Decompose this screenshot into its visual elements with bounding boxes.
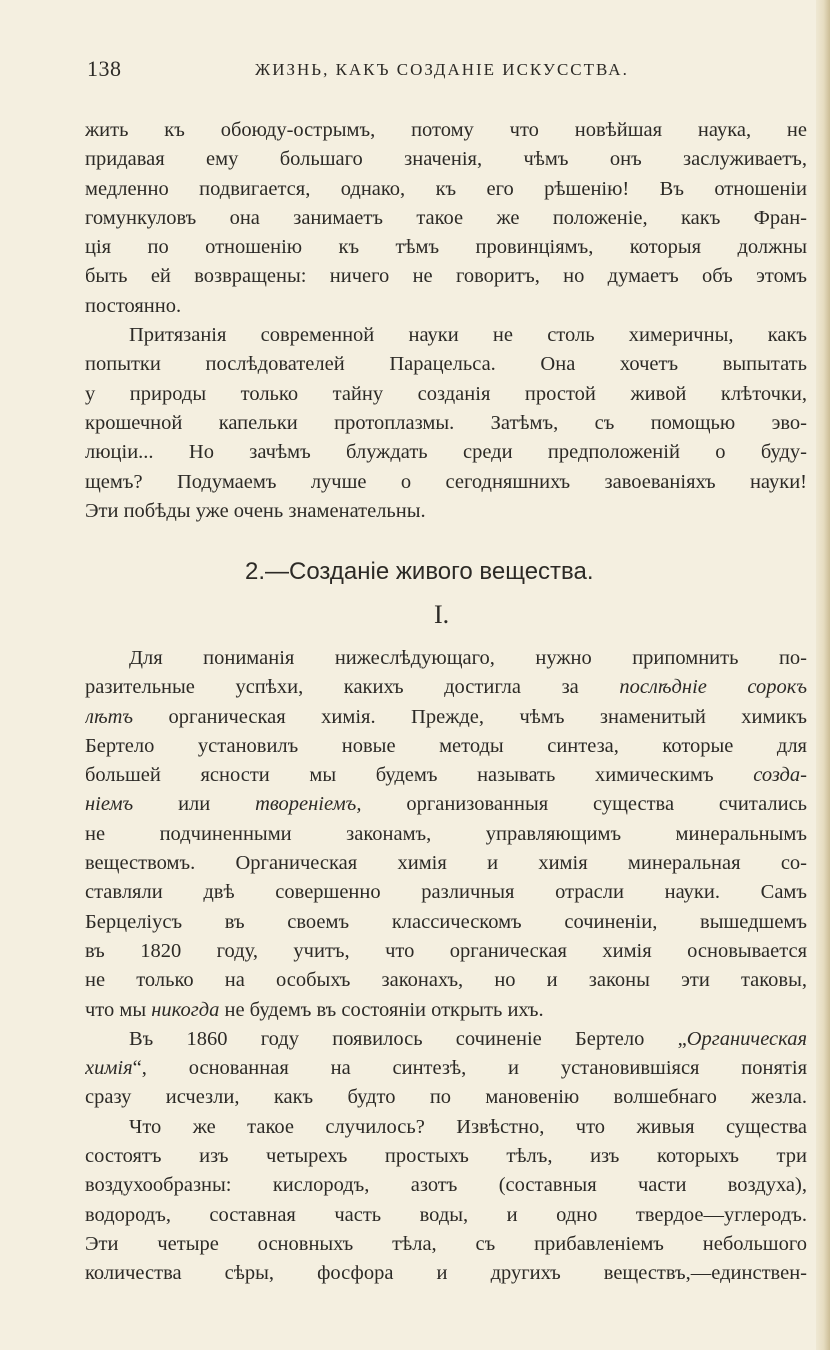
text-segment: “, основанная на синтезѣ, и установившіяся понятія [132, 1057, 807, 1080]
text-line [85, 761, 807, 790]
text-segment: Въ 1860 году появилось сочиненіе Бертело „ [129, 1027, 687, 1050]
italic-phrase: созда- [753, 764, 807, 787]
text-line: ставляли двѣ совершенно различныя отрасли науки. Самъ [85, 881, 807, 904]
text-segment: большей ясности мы будемъ называть химическимъ [85, 764, 714, 787]
text-line [85, 673, 807, 702]
text-segment: организованныя существа считались [406, 793, 807, 816]
text-line: веществомъ. Органическая химія и химія минеральная со- [85, 852, 807, 875]
text-line: придавая ему большаго значенія, чѣмъ онъ заслуживаетъ, [85, 148, 807, 171]
text-line: ція по отношенію къ тѣмъ провинціямъ, которыя должны [85, 236, 807, 259]
text-line: крошечной капельки протоплазмы. Затѣмъ, съ помощью эво- [85, 411, 807, 434]
text-line: гомункуловъ она занимаетъ такое же положеніе, какъ Фран- [85, 206, 807, 229]
text-line: Эти четыре основныхъ тѣла, съ прибавленіемъ небольшого [85, 1232, 807, 1255]
text-line [85, 1025, 807, 1054]
text-line: попытки послѣдователей Парацельса. Она хочетъ выпытать [85, 353, 807, 376]
text-line: Берцеліусъ въ своемъ классическомъ сочиненіи, вышедшемъ [85, 910, 807, 933]
italic-phrase: химія [85, 1057, 133, 1080]
text-line: воздухообразны: кислородъ, азотъ (составныя части воздуха), [85, 1174, 807, 1197]
text-line [85, 1054, 807, 1083]
text-line: медленно подвигается, однако, къ его рѣшенію! Въ отношеніи [85, 177, 807, 200]
section-heading: 2.—Созданіе живого вещества. [245, 558, 594, 585]
text-line: въ 1820 году, учитъ, что органическая химія основывается [85, 939, 807, 962]
text-line: количества сѣры, фосфора и другихъ веществъ,—единствен- [85, 1262, 807, 1285]
text-line [85, 790, 807, 819]
italic-phrase: ніемъ [85, 793, 134, 816]
italic-phrase: твореніемъ, [255, 793, 362, 816]
text-segment: разительные успѣхи, какихъ достигла за [85, 676, 579, 699]
text-line [85, 703, 807, 732]
text-line: быть ей возвращены: ничего не говоритъ, но думаетъ объ этомъ [85, 265, 807, 288]
page-header [85, 56, 807, 86]
text-segment: или [178, 793, 211, 816]
text-line: водородъ, составная часть воды, и одно твердое—углеродъ. [85, 1203, 807, 1226]
text-segment: не будемъ въ состояніи открыть ихъ. [224, 998, 544, 1021]
text-line: жить къ обоюду-острымъ, потому что новѣйшая наука, не [85, 119, 807, 141]
text-line: не только на особыхъ законахъ, но и законы эти таковы, [85, 969, 807, 992]
subsection-numeral: I. [434, 600, 450, 629]
italic-phrase: Органическая [686, 1027, 807, 1050]
paragraph-block-1 [85, 116, 807, 526]
page-edge [816, 0, 830, 1350]
italic-phrase: послѣдніе сорокъ [619, 676, 807, 699]
running-title: ЖИЗНЬ, КАКЪ СОЗДАНІЕ ИСКУССТВА. [255, 60, 629, 79]
paragraph-block-2 [85, 644, 807, 1289]
text-line: не подчиненными законамъ, управляющимъ минеральнымъ [85, 822, 807, 845]
text-segment: органическая химія. Прежде, чѣмъ знаменитый химикъ [168, 705, 807, 728]
text-line: Что же такое случилось? Извѣстно, что живыя существа [129, 1115, 807, 1138]
text-line: постоянно. [85, 294, 182, 317]
text-segment: что мы [85, 998, 147, 1021]
italic-phrase: лѣтъ [85, 705, 134, 728]
page-number: 138 [87, 56, 122, 81]
text-line: Бертело установилъ новые методы синтеза, которые для [85, 734, 807, 757]
text-line: состоятъ изъ четырехъ простыхъ тѣлъ, изъ которыхъ три [85, 1145, 807, 1168]
text-line: люціи... Но зачѣмъ блуждать среди предположеній о буду- [85, 441, 807, 464]
text-line: Эти побѣды уже очень знаменательны. [85, 499, 426, 522]
text-line: Притязанія современной науки не столь химеричны, какъ [129, 324, 807, 347]
text-line [85, 996, 807, 1025]
italic-phrase: никогда [151, 998, 220, 1021]
text-line: Для пониманія нижеслѣдующаго, нужно припомнить по- [129, 647, 807, 669]
text-line: у природы только тайну созданія простой живой клѣточки, [85, 382, 807, 405]
text-line: сразу исчезли, какъ будто по мановенію волшебнаго жезла. [85, 1086, 807, 1109]
text-line: щемъ? Подумаемъ лучше о сегодняшнихъ завоеваніяхъ науки! [85, 470, 807, 493]
